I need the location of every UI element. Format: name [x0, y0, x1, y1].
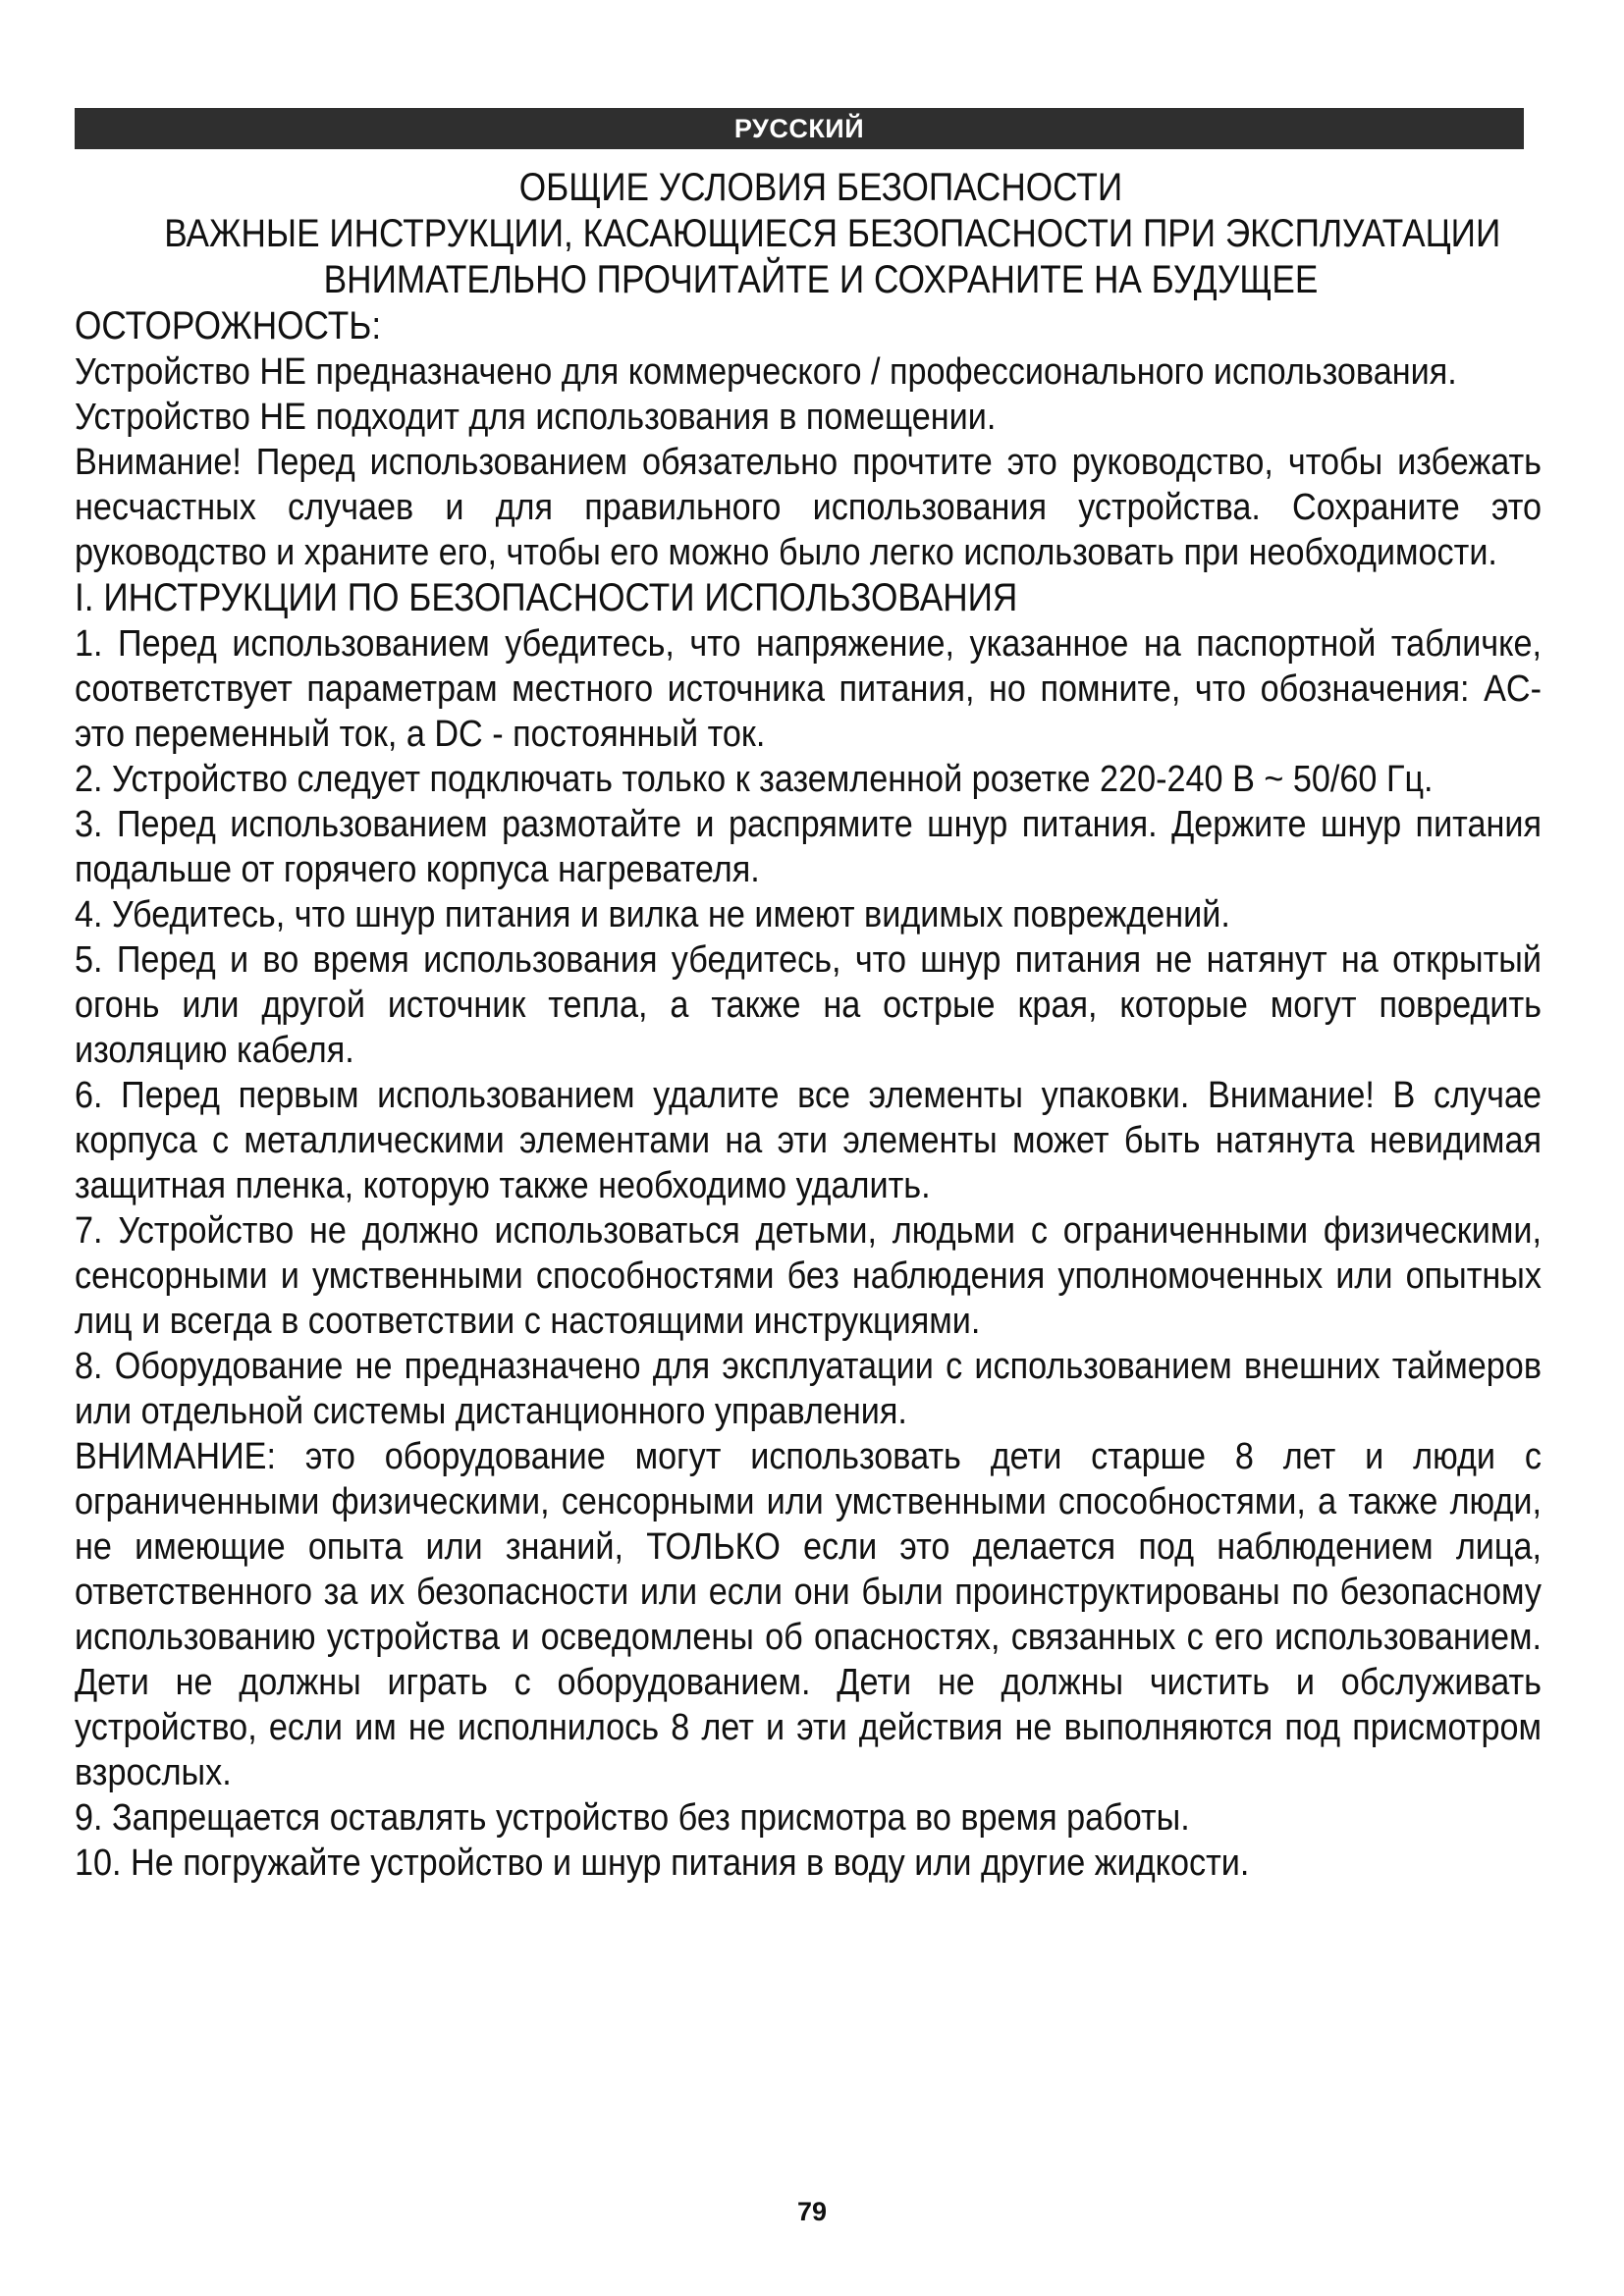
- instruction-8: 8. Оборудование не предназначено для эксплуатации с использованием внешних таймеров или отдельной системы дистанционного управления.: [75, 1346, 1542, 1432]
- instruction-10: 10. Не погружайте устройство и шнур питания в воду или другие жидкости.: [75, 1842, 1250, 1884]
- instruction-1: 1. Перед использованием убедитесь, что напряжение, указанное на паспортной табличке, соответствует параметрам местного источника питания, но помните, что обозначения: AC- это переменный ток, а DC - постоянный ток.: [75, 623, 1542, 755]
- caution-paragraph-commercial: Устройство НЕ предназначено для коммерческого / профессионального использования.: [75, 351, 1457, 393]
- instruction-4: 4. Убедитесь, что шнур питания и вилка не имеют видимых повреждений.: [75, 894, 1230, 935]
- instruction-5: 5. Перед и во время использования убедитесь, что шнур питания не натянут на открытый огонь или другой источник тепла, а также на острые края, которые могут повредить изоляцию кабеля.: [75, 939, 1542, 1071]
- warning-children-paragraph: ВНИМАНИЕ: это оборудование могут использовать дети старше 8 лет и люди с ограниченными физическими, сенсорными или умственными способностями, а также люди, не имеющие опыта или знаний, ТОЛЬКО если это делается под наблюдением лица, ответственного за их безопасности или если они были проинструктированы по безопасному использованию устройства и осведомлены об опасностях, связанных с его использованием. Дети не должны играть с оборудованием. Дети не должны чистить и обслуживать устройство, если им не исполнилось 8 лет и эти действия не выполняются под присмотром взрослых.: [75, 1436, 1542, 1793]
- instruction-6: 6. Перед первым использованием удалите все элементы упаковки. Внимание! В случае корпуса с металлическими элементами на эти элементы может быть натянута невидимая защитная пленка, которую также необходимо удалить.: [75, 1075, 1542, 1206]
- language-label: РУССКИЙ: [733, 114, 865, 143]
- title-read-and-keep: ВНИМАТЕЛЬНО ПРОЧИТАЙТЕ И СОХРАНИТЕ НА БУДУЩЕЕ: [323, 258, 1319, 301]
- instruction-7: 7. Устройство не должно использоваться детьми, людьми с ограниченными физическими, сенсорными и умственными способностями без наблюдения уполномоченных или опытных лиц и всегда в соответствии с настоящими инструкциями.: [75, 1210, 1542, 1342]
- title-important-instructions: ВАЖНЫЕ ИНСТРУКЦИИ, КАСАЮЩИЕСЯ БЕЗОПАСНОСТИ ПРИ ЭКСПЛУАТАЦИИ: [164, 212, 1501, 255]
- instruction-2: 2. Устройство следует подключать только к заземленной розетке 220-240 В ~ 50/60 Гц.: [75, 759, 1434, 800]
- title-general-safety: ОБЩИЕ УСЛОВИЯ БЕЗОПАСНОСТИ: [518, 166, 1123, 209]
- caution-paragraph-read-manual: Внимание! Перед использованием обязательно прочтите это руководство, чтобы избежать несчастных случаев и для правильного использования устройства. Сохраните это руководство и храните его, чтобы его можно было легко использовать при необходимости.: [75, 442, 1542, 573]
- section-heading-safety-instructions: I. ИНСТРУКЦИИ ПО БЕЗОПАСНОСТИ ИСПОЛЬЗОВАНИЯ: [75, 576, 1018, 619]
- caution-paragraph-indoor: Устройство НЕ подходит для использования в помещении.: [75, 397, 997, 438]
- caution-heading: ОСТОРОЖНОСТЬ:: [75, 304, 382, 347]
- page-number: 79: [796, 2197, 828, 2226]
- instruction-9: 9. Запрещается оставлять устройство без присмотра во время работы.: [75, 1797, 1190, 1839]
- document-body: [75, 165, 1567, 1886]
- language-header-bar: [75, 108, 1524, 149]
- instruction-3: 3. Перед использованием размотайте и распрямите шнур питания. Держите шнур питания подальше от горячего корпуса нагревателя.: [75, 804, 1542, 890]
